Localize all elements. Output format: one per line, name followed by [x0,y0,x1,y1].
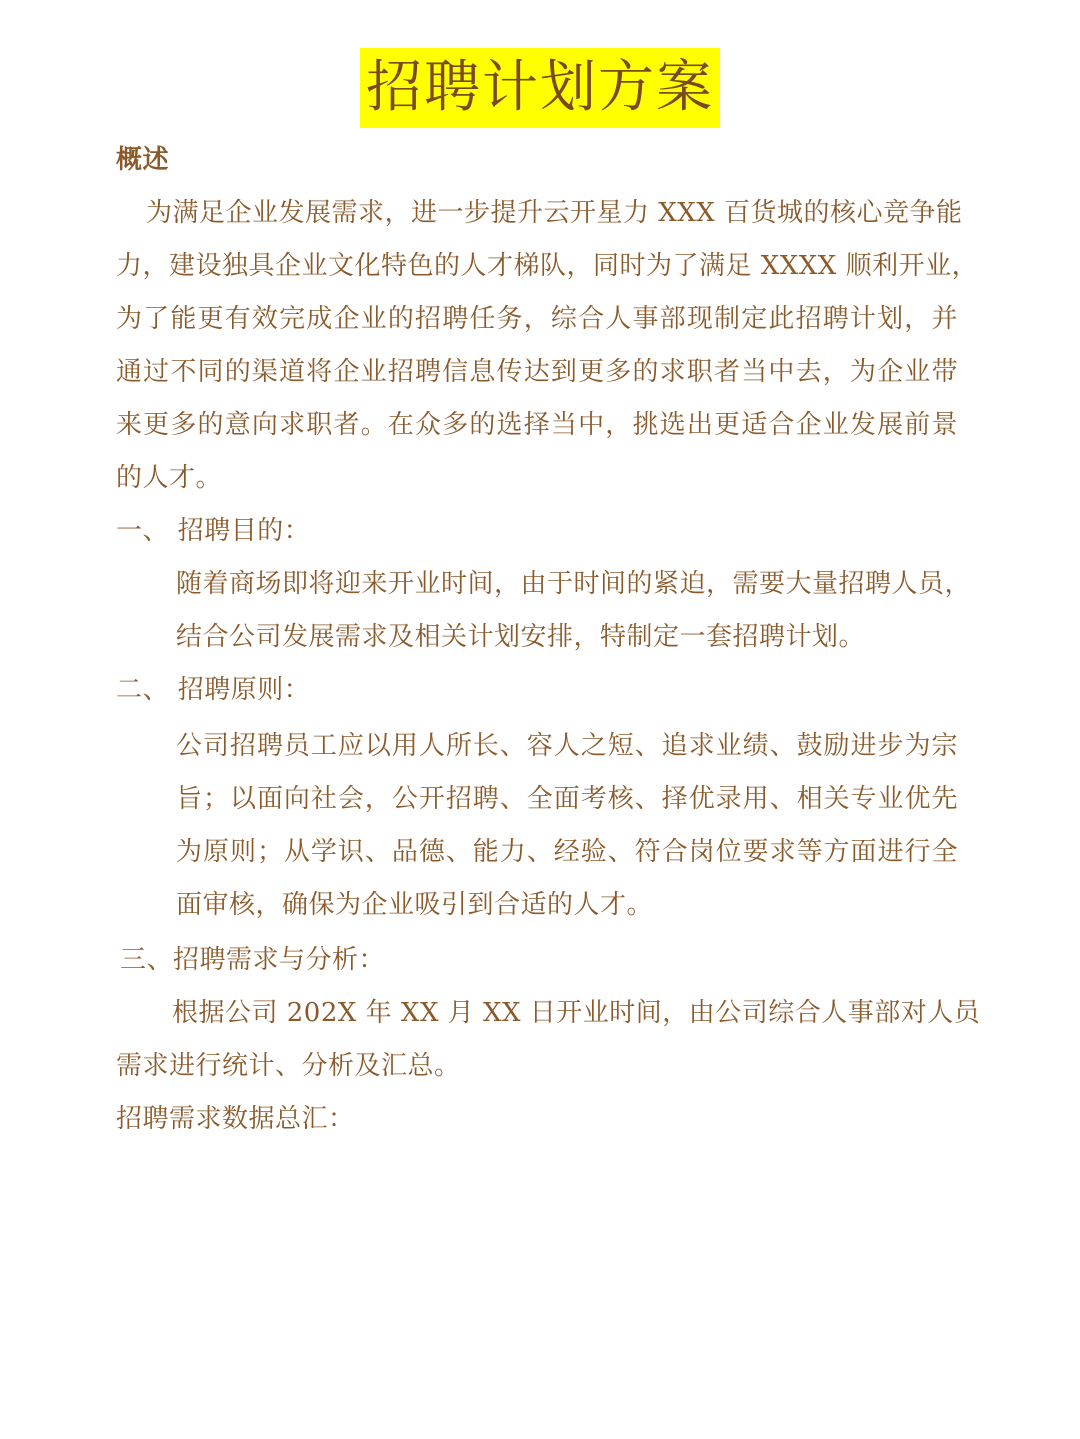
overview-line: 力，建设独具企业文化特色的人才梯队，同时为了满足 XXXX 顺利开业， [116,251,979,281]
section2-line: 面审核，确保为企业吸引到合适的人才。 [176,890,654,920]
overview-line: 通过不同的渠道将企业招聘信息传达到更多的求职者当中去，为企业带 [116,357,958,387]
title-block [0,48,1080,128]
section2-line: 旨；以面向社会，公开招聘、全面考核、择优录用、相关专业优先 [176,784,958,814]
section1-heading: 一、 招聘目的： [116,516,311,546]
section3-line: 需求进行统计、分析及汇总。 [116,1051,461,1081]
section1-line: 随着商场即将迎来开业时间，由于时间的紧迫，需要大量招聘人员， [176,569,972,599]
overview-heading: 概述 [116,145,170,175]
document-title: 招聘计划方案 [360,48,720,128]
summary-heading: 招聘需求数据总汇： [116,1104,355,1134]
section2-line: 公司招聘员工应以用人所长、容人之短、追求业绩、鼓励进步为宗 [176,731,958,761]
overview-line: 为满足企业发展需求，进一步提升云开星力 XXX 百货城的核心竞争能 [146,198,963,228]
overview-line: 为了能更有效完成企业的招聘任务，综合人事部现制定此招聘计划，并 [116,304,958,334]
overview-line: 来更多的意向求职者。在众多的选择当中，挑选出更适合企业发展前景 [116,410,958,440]
section1-line: 结合公司发展需求及相关计划安排，特制定一套招聘计划。 [176,622,866,652]
section3-line: 根据公司 202X 年 XX 月 XX 日开业时间，由公司综合人事部对人员 [172,998,981,1028]
section3-heading: 三、招聘需求与分析： [120,945,386,975]
overview-line: 的人才。 [116,463,223,493]
section2-heading: 二、 招聘原则： [116,675,311,705]
section2-line: 为原则；从学识、品德、能力、经验、符合岗位要求等方面进行全 [176,837,958,867]
